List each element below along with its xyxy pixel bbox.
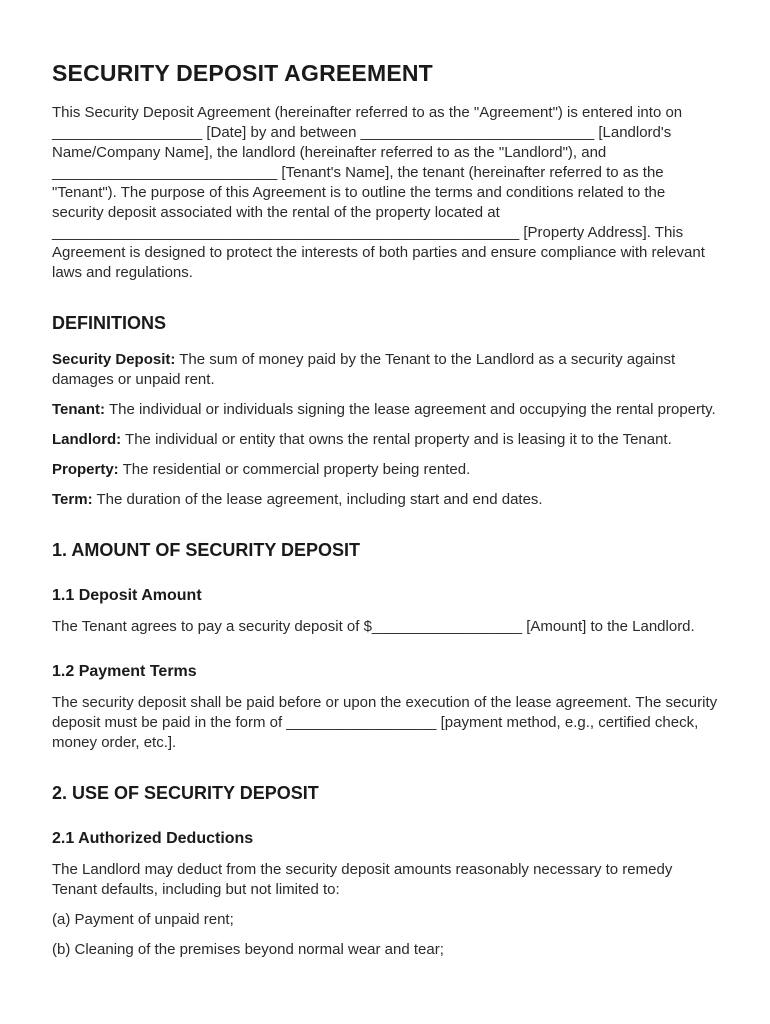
- document-title: SECURITY DEPOSIT AGREEMENT: [52, 60, 433, 86]
- subsection-1-1-heading: 1.1 Deposit Amount: [52, 587, 202, 604]
- definition-term: Landlord:: [52, 431, 122, 448]
- subsection-1-1-body: The Tenant agrees to pay a security deposit of $__________________ [Amount] to the Landlord.: [52, 618, 695, 635]
- deduction-item-b: (b) Cleaning of the premises beyond normal wear and tear;: [52, 941, 444, 958]
- definition-text: The residential or commercial property being rented.: [118, 461, 471, 478]
- subsection-2-1-body: The Landlord may deduct from the security deposit amounts reasonably necessary to remedy Tenant defaults, including but not limited to:: [52, 861, 673, 898]
- subsection-1-2-heading: 1.2 Payment Terms: [52, 663, 197, 680]
- definition-item-term: [52, 490, 718, 510]
- deduction-item-a: (a) Payment of unpaid rent;: [52, 911, 234, 928]
- definition-term: Tenant:: [52, 401, 106, 418]
- definitions-heading: DEFINITIONS: [52, 313, 167, 333]
- definition-term: Security Deposit:: [52, 351, 176, 368]
- subsection-2-1-heading: 2.1 Authorized Deductions: [52, 830, 254, 847]
- definition-term: Property:: [52, 461, 119, 478]
- intro-paragraph: This Security Deposit Agreement (hereinafter referred to as the "Agreement") is entered into on __________________ [Date] by and between ____________________________ [Landlord's Name/Company Name], the landlord (hereinafter referred to as the "Landlord"), and ___________________________ [Tenant's Name], the tenant (hereinafter referred to as the "Tenant"). The purpose of this Agreement is to outline the terms and conditions related to the security deposit associated with the rental of the property located at ________________________________________________________ [Property Address]. This Agreement is designed to protect the interests of both parties and ensure compliance with relevant laws and regulations.: [52, 104, 705, 281]
- definition-text: The sum of money paid by the Tenant to the Landlord as a security against damages or unpaid rent.: [52, 351, 676, 388]
- subsection-1-2-body: The security deposit shall be paid before or upon the execution of the lease agreement. The security deposit must be paid in the form of __________________ [payment method, e.g., certified check, money order, etc.].: [52, 694, 718, 751]
- definition-item-property: [52, 460, 718, 480]
- section-2-heading: 2. USE OF SECURITY DEPOSIT: [52, 783, 319, 803]
- definition-item-security-deposit: [52, 350, 718, 390]
- definition-item-landlord: [52, 430, 718, 450]
- section-1-heading: 1. AMOUNT OF SECURITY DEPOSIT: [52, 540, 361, 560]
- definition-term: Term:: [52, 491, 93, 508]
- definition-item-tenant: [52, 400, 718, 420]
- definition-text: The individual or individuals signing the lease agreement and occupying the rental property.: [105, 401, 716, 418]
- definition-text: The duration of the lease agreement, including start and end dates.: [92, 491, 543, 508]
- definition-text: The individual or entity that owns the rental property and is leasing it to the Tenant.: [121, 431, 672, 448]
